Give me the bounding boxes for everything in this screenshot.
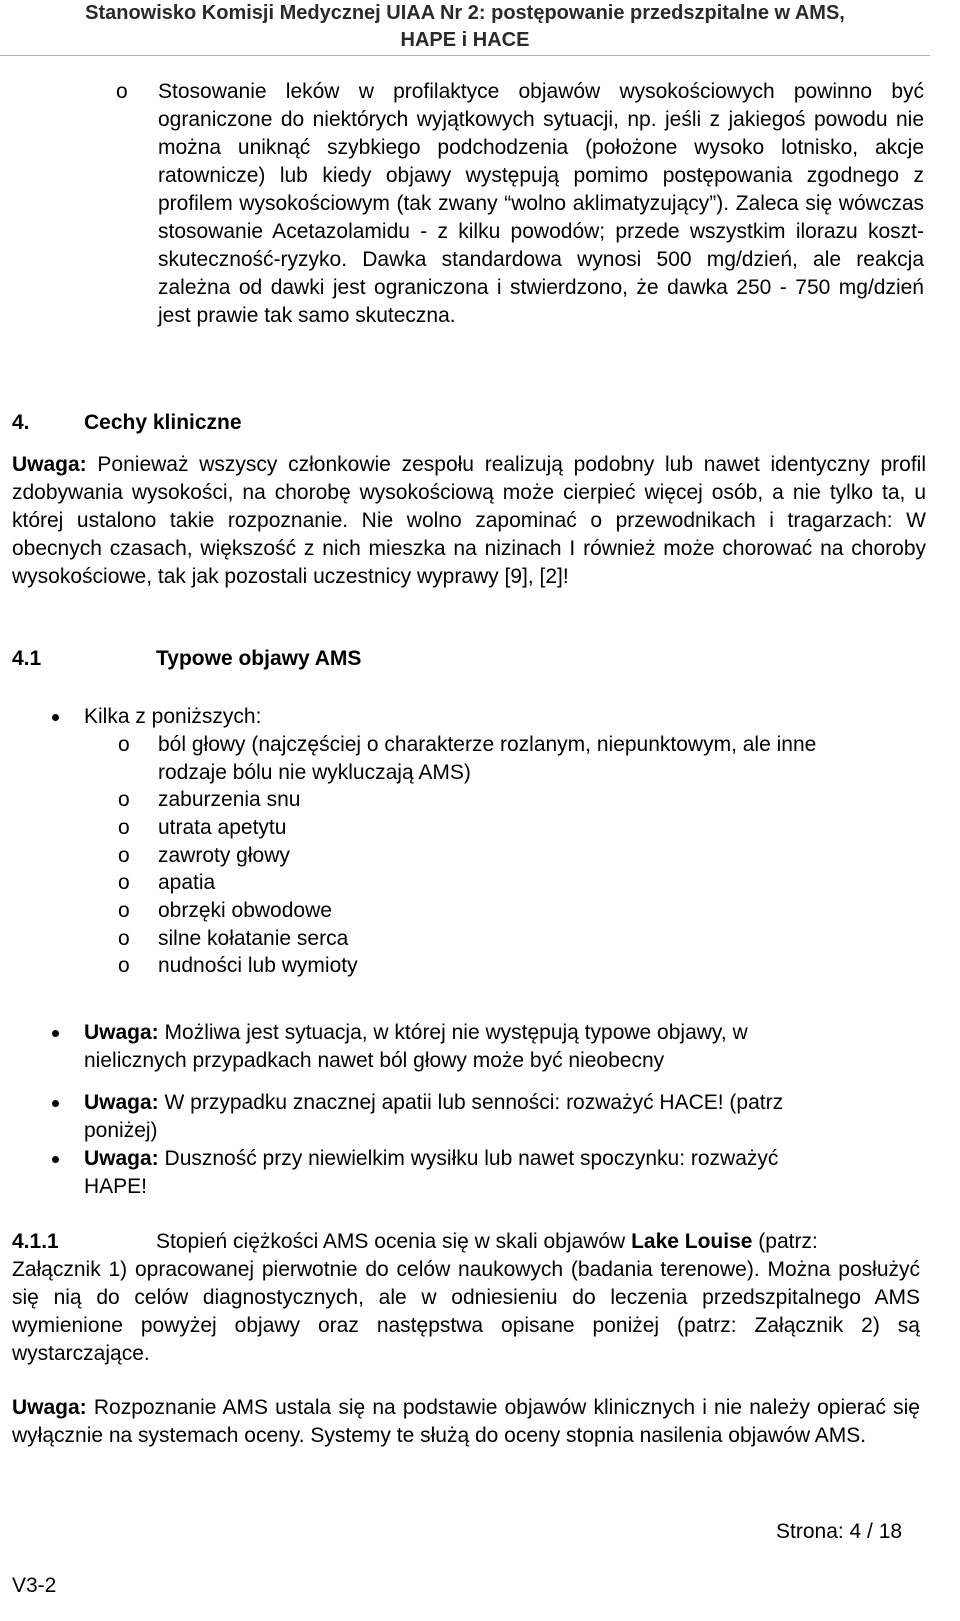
note-line: poniżej) bbox=[84, 1119, 158, 1142]
bullet-dot bbox=[52, 1100, 59, 1107]
note-line: Duszność przy niewielkim wysiłku lub nawet spoczynku: rozważyć bbox=[158, 1147, 779, 1170]
symptom-item-continuation: rodzaje bólu nie wykluczają AMS) bbox=[158, 761, 471, 784]
section-4-number: 4. bbox=[12, 411, 30, 434]
note-line: W przypadku znacznej apatii lub senności: rozważyć HACE! (patrz bbox=[158, 1091, 784, 1114]
header-divider bbox=[0, 55, 930, 56]
note-item bbox=[84, 1019, 924, 1075]
note-label: Uwaga: bbox=[84, 1021, 159, 1044]
header-title-line2: HAPE i HACE bbox=[400, 29, 530, 51]
lake-louise-term: Lake Louise bbox=[631, 1230, 753, 1253]
symptom-item: nudności lub wymioty bbox=[158, 954, 358, 977]
section-4-1-1-number: 4.1.1 bbox=[12, 1230, 59, 1253]
symptom-item: silne kołatanie serca bbox=[158, 927, 349, 950]
list-marker: o bbox=[118, 816, 130, 839]
note-label: Uwaga: bbox=[84, 1091, 159, 1114]
intro-list-item bbox=[118, 78, 924, 330]
symptom-item: utrata apetytu bbox=[158, 816, 287, 839]
list-marker: o bbox=[118, 733, 130, 756]
list-marker: o bbox=[118, 927, 130, 950]
note-label: Uwaga: bbox=[84, 1147, 159, 1170]
bullet-dot bbox=[52, 1156, 59, 1163]
list-marker: o bbox=[118, 788, 130, 811]
list-marker: o bbox=[118, 844, 130, 867]
symptom-item: ból głowy (najczęściej o charakterze rozlanym, niepunktowym, ale inne bbox=[158, 733, 817, 756]
note-item bbox=[84, 1089, 924, 1145]
note-line: HAPE! bbox=[84, 1175, 148, 1198]
page-header bbox=[0, 0, 930, 54]
section-4-title: Cechy kliniczne bbox=[84, 411, 242, 434]
note-label: Uwaga: bbox=[12, 453, 87, 476]
list-marker: o bbox=[116, 80, 128, 103]
intro-paragraph: Stosowanie leków w profilaktyce objawów wysokościowych powinno być ograniczone do niektórych wyjątkowych sytuacji, np. jeśli z jakiegoś powodu nie można uniknąć szybkiego podchodzenia (położone wysoko lotnisko, akcje ratownicze) lub kiedy objawy występują pomimo postępowania zgodnego z profilem wysokościowym (tak zwany “wolno aklimatyzujący”). Zaleca się wówczas stosowanie Acetazolamidu - z kilku powodów; przede wszystkim ilorazu koszt-skuteczność-ryzyko. Dawka standardowa wynosi 500 mg/dzień, ale reakcja zależna od dawki jest ograniczona i stwierdzono, że dawka 250 - 750 mg/dzień jest prawie tak samo skuteczna. bbox=[158, 80, 924, 327]
note-item bbox=[84, 1145, 924, 1201]
text-run: (patrz: bbox=[752, 1230, 818, 1253]
list-marker: o bbox=[118, 954, 130, 977]
symptoms-lead: Kilka z poniższych: bbox=[84, 705, 262, 728]
section-4-1-number: 4.1 bbox=[12, 647, 42, 670]
list-marker: o bbox=[118, 871, 130, 894]
page-number: Strona: 4 / 18 bbox=[776, 1520, 903, 1543]
section-4-1-1-paragraph: Załącznik 1) opracowanej pierwotnie do celów naukowych (badania terenowe). Można posłużyć się nią do celów diagnostycznych, ale w odniesieniu do leczenia przedszpitalnego AMS wymienione powyżej objawy oraz następstwa opisane poniżej (patrz: Załącznik 2) są wystarczające. bbox=[12, 1258, 920, 1365]
header-title-line1: Stanowisko Komisji Medycznej UIAA Nr 2: postępowanie przedszpitalne w AMS, bbox=[85, 2, 845, 24]
section-4-1-1-first-line bbox=[156, 1228, 916, 1256]
note-text: Rozpoznanie AMS ustala się na podstawie objawów klinicznych i nie należy opierać się wyłącznie na systemach oceny. Systemy te służą do oceny stopnia nasilenia objawów AMS. bbox=[12, 1396, 920, 1447]
symptom-item: apatia bbox=[158, 871, 216, 894]
bullet-dot bbox=[52, 1030, 59, 1037]
list-marker: o bbox=[118, 899, 130, 922]
bullet-dot bbox=[52, 714, 59, 721]
document-version: V3-2 bbox=[12, 1574, 57, 1597]
note-line: nielicznych przypadkach nawet ból głowy może być nieobecny bbox=[84, 1049, 665, 1072]
symptom-item: obrzęki obwodowe bbox=[158, 899, 332, 922]
symptom-item: zawroty głowy bbox=[158, 844, 290, 867]
section-4-1-title: Typowe objawy AMS bbox=[156, 647, 362, 670]
section-4-paragraph bbox=[12, 451, 926, 591]
symptom-item: zaburzenia snu bbox=[158, 788, 301, 811]
final-note bbox=[12, 1394, 920, 1450]
note-text: Ponieważ wszyscy członkowie zespołu realizują podobny lub nawet identyczny profil zdobywania wysokości, na chorobę wysokościową może cierpieć więcej osób, a nie tylko ta, u której ustalono takie rozpoznanie. Nie wolno zapominać o przewodnikach i tragarzach: W obecnych czasach, większość z nich mieszka na nizinach I również może chorować na choroby wysokościowe, tak jak pozostali uczestnicy wyprawy [9], [2]! bbox=[12, 453, 926, 588]
note-label: Uwaga: bbox=[12, 1396, 87, 1419]
text-run: Stopień ciężkości AMS ocenia się w skali objawów bbox=[156, 1230, 632, 1253]
note-line: Możliwa jest sytuacja, w której nie występują typowe objawy, w bbox=[158, 1021, 748, 1044]
